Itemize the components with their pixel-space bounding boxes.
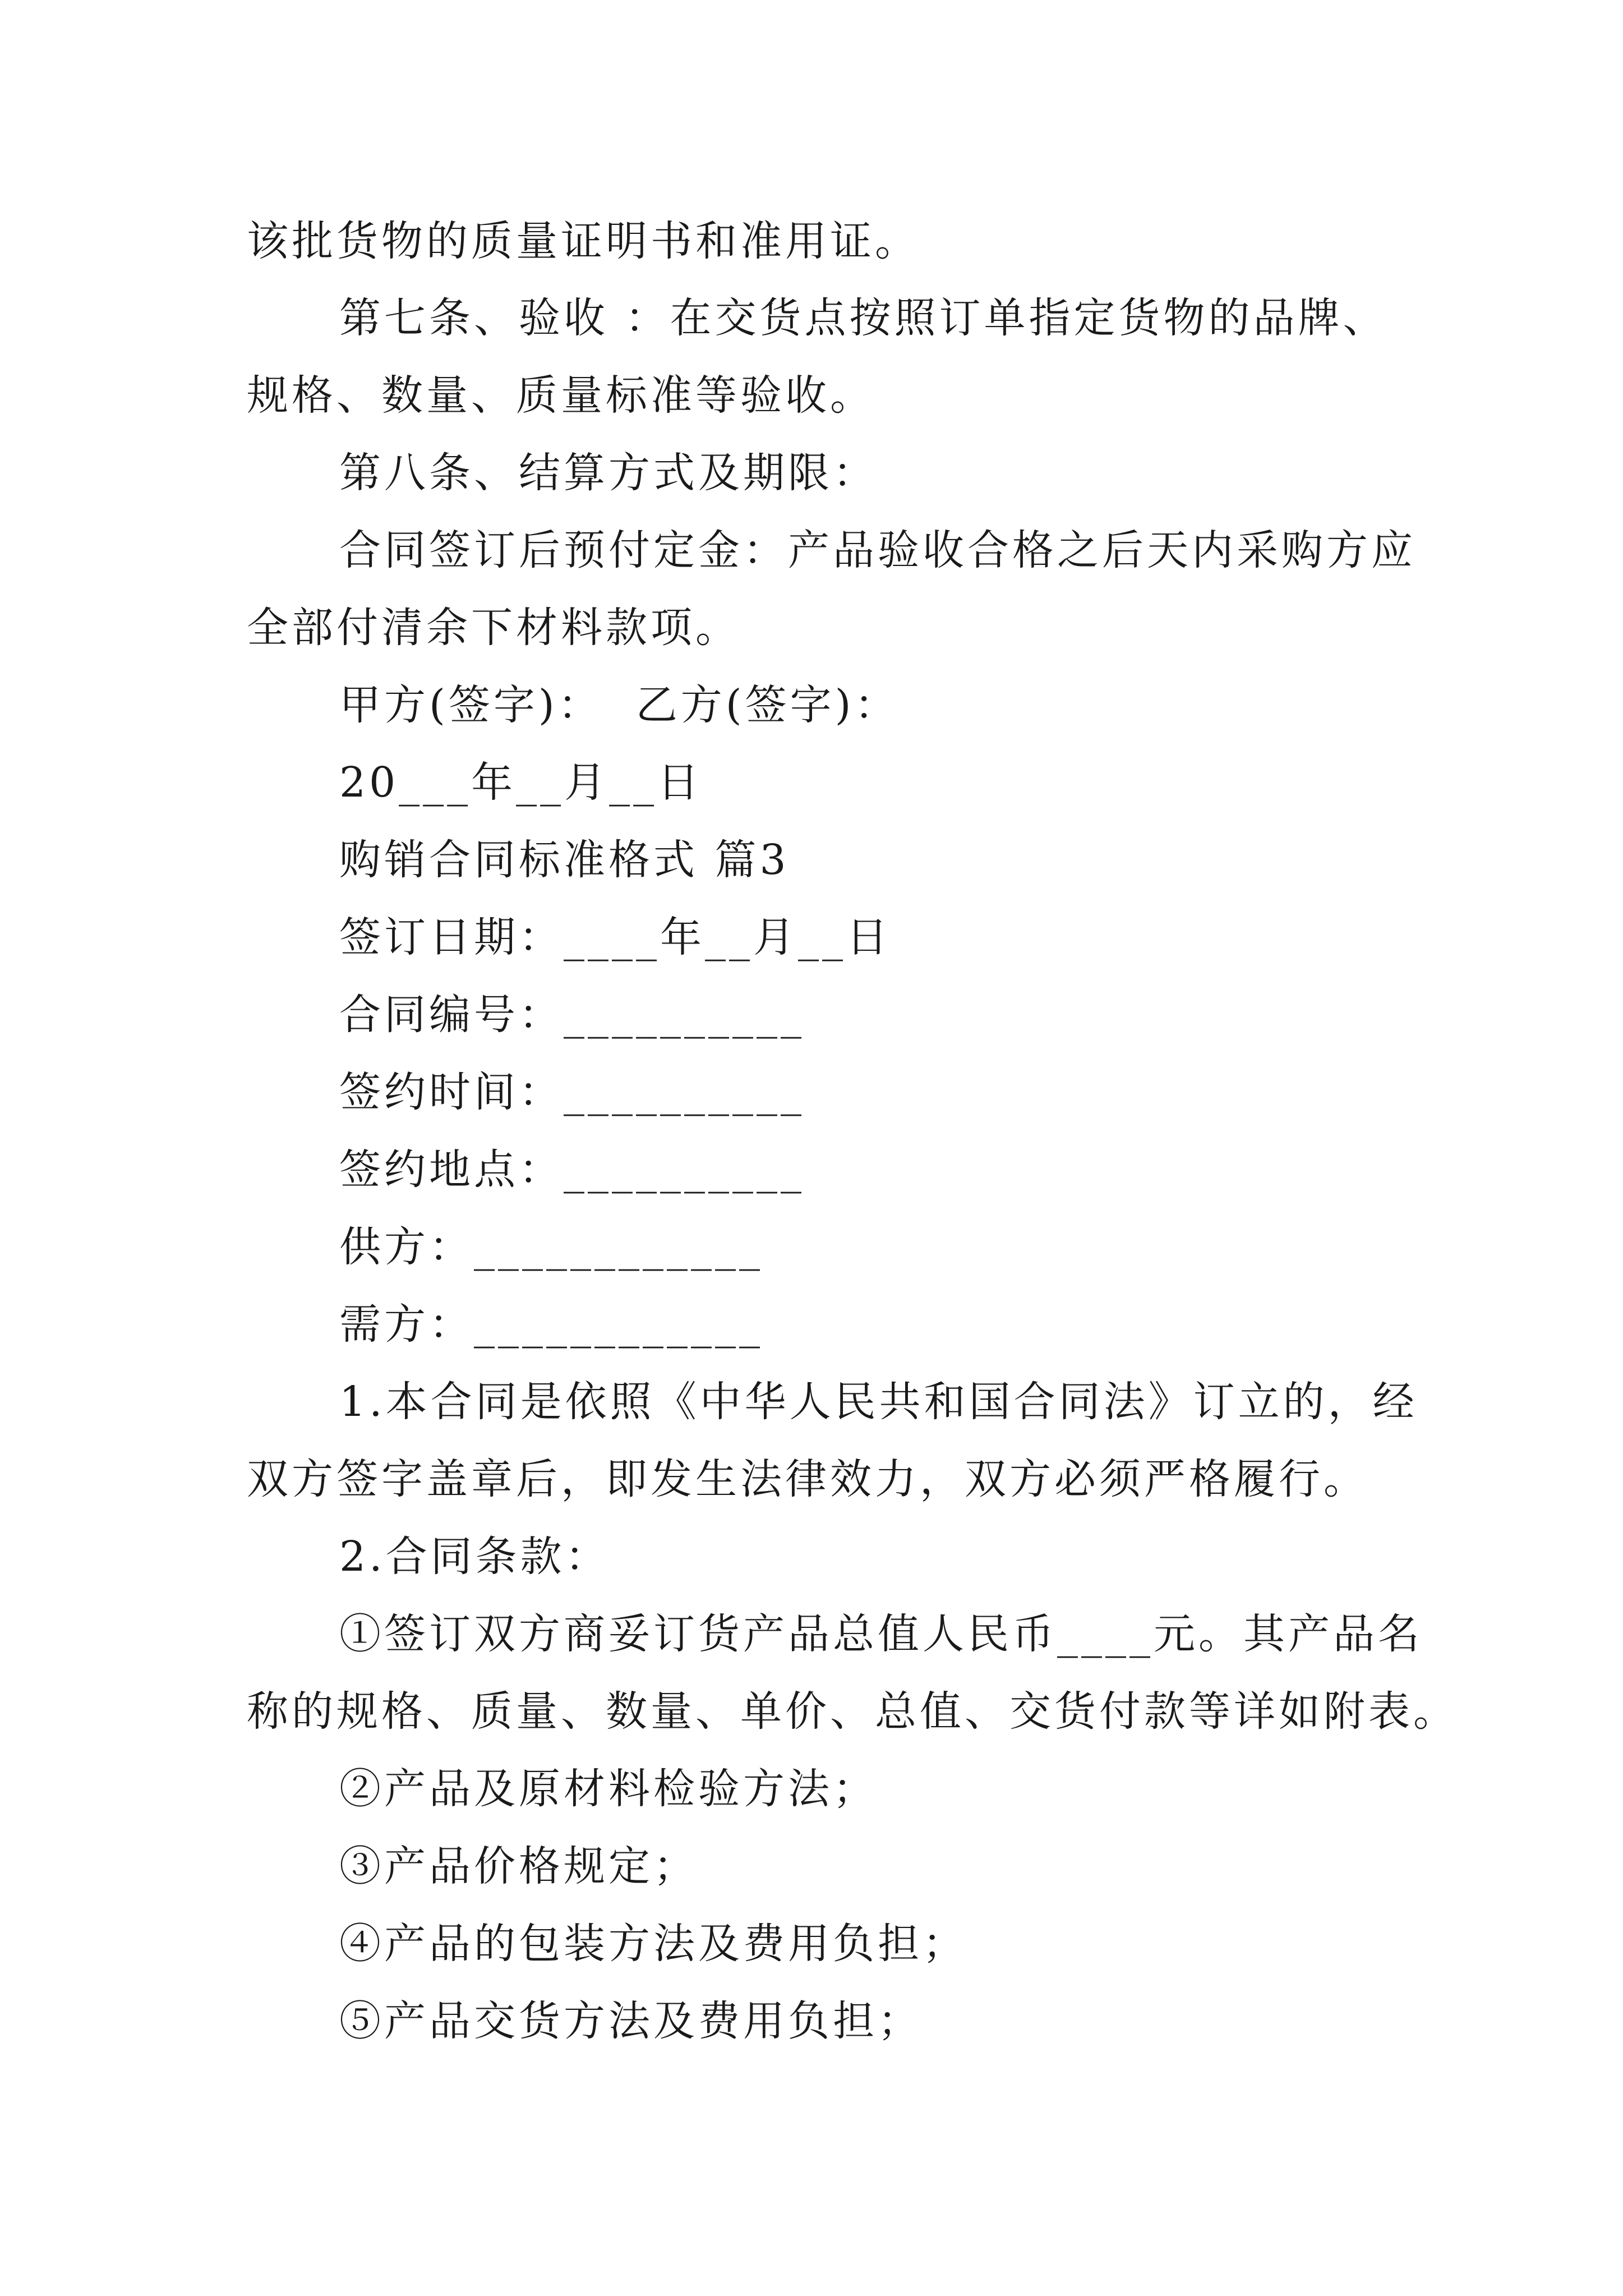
text-line: 全部付清余下材料款项。 — [247, 604, 740, 652]
text-line: 规格、数量、质量标准等验收。 — [247, 371, 875, 420]
date-line: 20___年__月__日 — [339, 758, 703, 807]
sign-location-field: 签约地点：__________ — [339, 1145, 805, 1194]
text-line: ①签订双方商妥订货产品总值人民币____元。其产品名 — [339, 1610, 1423, 1658]
section-heading: 购销合同标准格式 篇3 — [339, 836, 790, 884]
text-line: 第八条、结算方式及期限： — [339, 449, 878, 497]
text-line: 合同签订后预付定金：产品验收合格之后天内采购方应 — [339, 526, 1416, 574]
signature-line: 甲方(签字)： 乙方(签字)： — [339, 681, 900, 729]
list-item: ④产品的包装方法及费用负担； — [339, 1920, 967, 1968]
contract-number-field: 合同编号：__________ — [339, 991, 805, 1039]
text-line: 称的规格、质量、数量、单价、总值、交货付款等详如附表。 — [247, 1687, 1458, 1736]
text-line: 2.合同条款： — [339, 1533, 610, 1581]
text-line: 1.本合同是依照《中华人民共和国合同法》订立的，经 — [339, 1378, 1418, 1426]
text-line: 第七条、验收 ：在交货点按照订单指定货物的品牌、 — [339, 294, 1388, 342]
text-line: 双方签字盖章后，即发生法律效力，双方必须严格履行。 — [247, 1455, 1368, 1503]
supplier-field: 供方：____________ — [339, 1223, 763, 1271]
list-item: ③产品价格规定； — [339, 1842, 698, 1890]
buyer-field: 需方：____________ — [339, 1300, 763, 1349]
sign-time-field: 签约时间：__________ — [339, 1068, 805, 1116]
list-item: ②产品及原材料检验方法； — [339, 1765, 878, 1813]
text-line: 该批货物的质量证明书和准用证。 — [247, 217, 920, 265]
list-item: ⑤产品交货方法及费用负担； — [339, 1997, 923, 2045]
sign-date-field: 签订日期：____年__月__日 — [339, 913, 891, 961]
